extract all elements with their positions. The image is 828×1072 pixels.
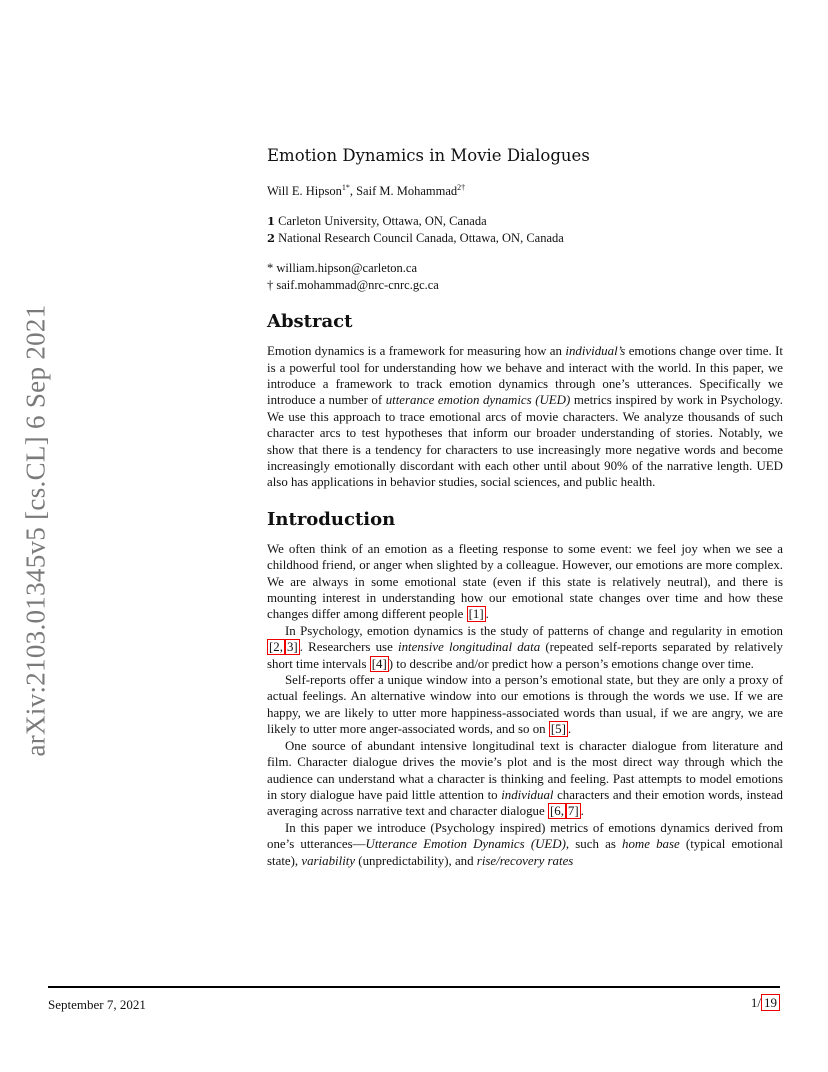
footer-rule xyxy=(48,986,780,988)
text-run: (unpredictability), and xyxy=(355,853,477,868)
text-run: metrics inspired by work in Psychology. We use this approach to trace emotional arcs of movie characters. We analyze thousands of such character arcs to test hypotheses that inform our broader understanding of stories. Notably, we show that there is a tendency for characters to use increasingly more negative words and become increasingly emotionally discordant with each other until about 90% of the narrative length. UED also has applications in behavior studies, social sciences, and public health. xyxy=(267,393,783,490)
italic-run: utterance emotion dynamics (UED) xyxy=(385,393,571,408)
email-line: † saif.mohammad@nrc-cnrc.gc.ca xyxy=(267,277,439,292)
abstract-heading: Abstract xyxy=(267,311,353,333)
citation-link[interactable]: [5] xyxy=(550,722,566,737)
text-run: (repeated self-reports separated by relatively short time intervals xyxy=(267,640,783,671)
page-current: 1/ xyxy=(750,995,761,1010)
text-run: In Psychology, emotion dynamics is the study of patterns of change and regularity in emotion xyxy=(285,623,783,638)
author-list xyxy=(267,180,783,199)
paper-title: Emotion Dynamics in Movie Dialogues xyxy=(267,146,590,165)
text-run: . Researchers use xyxy=(299,640,398,655)
intro-paragraph-5 xyxy=(267,820,783,869)
author-affil-mark: 2† xyxy=(457,183,466,192)
intro-paragraph-2 xyxy=(267,623,783,672)
italic-run: Utterance Emotion Dynamics (UED), xyxy=(365,837,570,852)
author-affil-mark: 1* xyxy=(341,183,350,192)
affiliation-text: Carleton University, Ottawa, ON, Canada xyxy=(275,214,487,229)
author-name: Will E. Hipson xyxy=(267,184,342,199)
page-number xyxy=(751,995,780,1011)
introduction-heading: Introduction xyxy=(267,508,396,530)
citation-link[interactable]: [6, xyxy=(549,804,564,819)
citation-link[interactable]: [4] xyxy=(371,656,387,671)
text-run: We often think of an emotion as a fleeting response to some event: we feel joy when we see a childhood friend, or anger when slighted by a colleague. However, our emotions are more complex. We are always in some emotional state (even if this state is relatively neutral), and there is mounting interest in understanding how our emotional state changes over time and how these changes differ among different people xyxy=(267,541,783,622)
email-line: * william.hipson@carleton.ca xyxy=(267,261,418,276)
text-run: Emotion dynamics is a framework for measuring how an xyxy=(267,344,566,359)
italic-run: variability xyxy=(301,853,356,868)
affiliation-line xyxy=(267,213,783,230)
affiliation-number: 1 xyxy=(267,214,276,229)
text-run: . xyxy=(485,607,489,622)
text-run: . xyxy=(580,804,584,819)
italic-run: individual’s xyxy=(565,344,626,359)
contact-emails xyxy=(267,260,783,293)
abstract-paragraph xyxy=(267,343,783,491)
italic-run: individual xyxy=(501,787,554,802)
text-run: . xyxy=(567,722,572,737)
arxiv-identifier: arXiv:2103.01345v5 [cs.CL] 6 Sep 2021 xyxy=(20,303,51,757)
text-run: characters and their emotion words, instead averaging across narrative text and character dialogue xyxy=(267,787,783,819)
page-total-link[interactable]: 19 xyxy=(761,994,780,1011)
affiliations xyxy=(267,213,783,246)
author-separator: , xyxy=(349,184,357,199)
intro-paragraph-4 xyxy=(267,738,783,820)
affiliation-number: 2 xyxy=(267,230,276,245)
citation-link[interactable]: 3] xyxy=(286,640,298,655)
italic-run: rise/recovery rates xyxy=(476,853,574,868)
footer-date: September 7, 2021 xyxy=(48,997,146,1012)
affiliation-text: National Research Council Canada, Ottawa, ON, Canada xyxy=(275,230,564,245)
text-run: One source of abundant intensive longitudinal text is character dialogue from literature and film. Character dialogue drives the movie’s plot and is the most direct way through which the audience can understand what a character is thinking and feeling. Past attempts to model emotions in story dialogue have paid little attention to xyxy=(267,738,783,802)
italic-run: intensive longitudinal data xyxy=(397,640,541,655)
arxiv-sidebar xyxy=(13,300,59,760)
citation-link[interactable]: [2, xyxy=(269,640,283,655)
text-run: emotions change over time. It is a powerful tool for understanding how we behave and interact with the world. In this paper, we introduce a framework to track emotion dynamics through one’s utterances. Specifically we introduce a number of xyxy=(267,344,783,408)
intro-paragraph-1 xyxy=(267,541,783,623)
citation-link[interactable]: 7] xyxy=(567,804,579,819)
text-run: Self-reports offer a unique window into a person’s emotional state, but they are only a proxy of actual feelings. An alternative window into our emotions is through the words we use. If we are happy, we are likely to utter more happiness-associated words than usual, if we are angry, we are likely to utter more anger-associated words, and so on xyxy=(267,673,783,737)
author-name: Saif M. Mohammad xyxy=(356,184,458,199)
text-run: (typical emotional state), xyxy=(267,837,784,868)
text-run: ) to describe and/or predict how a person’s emotions change over time. xyxy=(388,656,754,671)
text-run: In this paper we introduce (Psychology inspired) metrics of emotions dynamics derived from one’s utterances— xyxy=(267,820,783,852)
paper-body xyxy=(267,143,783,869)
intro-paragraph-3 xyxy=(267,672,783,738)
affiliation-line xyxy=(267,230,783,247)
text-run: such as xyxy=(569,837,623,852)
citation-link[interactable]: [1] xyxy=(468,607,484,622)
italic-run: home base xyxy=(622,837,680,852)
